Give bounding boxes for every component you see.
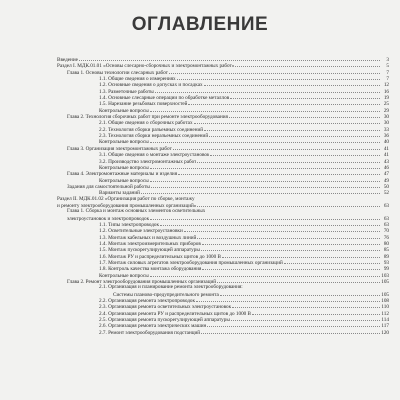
toc-leader-dots [206,208,380,212]
toc-entry-text: Контрольные вопросы [99,107,149,114]
toc-entry-page: 89 [383,253,389,260]
toc-leader-dots [210,151,380,156]
toc-entry-page: 43 [383,158,389,165]
toc-leader-dots [169,69,380,74]
toc-entry-text: 1.8. Контроль качества монтажа оборудования [99,266,202,273]
toc-leader-dots [194,119,380,124]
toc-entry-text: 1.2. Осветительные электроустановки [99,228,183,235]
toc-leader-dots [150,272,380,277]
toc-entry-page: 49 [383,177,389,184]
toc-entry-page: 7 [386,69,389,76]
toc-entry-page: 85 [383,247,389,254]
toc-leader-dots [197,202,380,207]
toc-entry-text: 1.4. Монтаж электроизмерительных приборов [99,240,201,247]
toc-entry-text: 2.5. Организация ремонта пускорегулирующей аппаратуры [99,317,230,324]
toc-entry-text: 1.3. Разметочные работы [99,88,154,95]
toc-entry-text: 3.1. Общие сведения о монтаже электроустановок [99,152,210,159]
toc-leader-dots [196,196,380,200]
toc-entry-text: 2.2. Организация ремонта электропроводок [99,298,196,305]
toc-entry-text: 1.2. Основные сведения о допусках и посадках [99,82,203,89]
toc-entry-page: 41 [383,145,389,152]
toc-entry-text: 1.5. Нарезание резьбовых поверхностей [99,101,188,108]
toc-entry [57,329,389,335]
toc-leader-dots [196,297,380,302]
toc-entry-page: 7 [386,76,389,83]
toc-entry-text: электроустановок и электропроводок [67,215,150,222]
page-title: ОГЛАВЛЕНИЕ [131,14,269,35]
toc-leader-dots [244,284,380,288]
toc-entry-page: 50 [383,183,389,190]
toc-entry-text: Контрольные вопросы [99,272,149,279]
toc-entry-page: 70 [383,228,389,235]
toc-entry-text: Глава 2. Ремонт электрооборудования промышленных организаций [67,279,217,286]
toc-leader-dots [184,227,380,232]
toc-entry-text: Контрольные вопросы [99,177,149,184]
toc-leader-dots [201,246,380,251]
toc-leader-dots [204,126,380,131]
toc-leader-dots [202,240,380,245]
toc-leader-dots [150,215,380,220]
toc-entry-text: Глава 1. Сборка и монтаж основных элементов осветительных [67,208,206,215]
toc-entry-text: 1.4. Основные слесарные операции по обработке металлов [99,95,230,102]
toc-entry-page: 5 [386,63,389,70]
toc-leader-dots [150,164,380,169]
toc-entry-page: 105 [381,279,389,286]
toc-entry-page: 16 [383,88,389,95]
toc-entry-text: Введение [57,57,78,63]
toc-entry-text: 2.2. Технология сборки разъемных соединений [99,126,204,133]
toc-leader-dots [229,113,380,118]
toc-entry-text: 1.6. Монтаж РУ и распределительных щитов до 1000 В [99,253,221,260]
toc-leader-dots [207,322,380,327]
toc-leader-dots [177,75,380,80]
toc-entry-page: 114 [381,317,389,324]
toc-entry-page: 41 [383,152,389,159]
toc-entry-text: Глава 3. Организация электромонтажных работ [67,145,172,152]
toc-entry-page: 99 [383,266,389,273]
toc-leader-dots [230,94,380,99]
toc-entry-page: 29 [383,107,389,114]
toc-leader-dots [204,81,380,86]
toc-entry-text: Глава 1. Основы технологии слесарных работ [67,69,168,76]
toc-entry-text: Глава 2. Технология сборочных работ при ремонте электрооборудования [67,114,228,121]
toc-leader-dots [201,329,380,334]
toc-entry-page: 63 [383,215,389,222]
toc-entry-text: 2.7. Ремонт электрооборудования подстанций [99,329,201,336]
toc-entry-page: 30 [383,120,389,127]
toc-entry-text: 1.1. Общие сведения о измерениях [99,76,176,83]
toc-entry-text: 1.7. Монтаж силовых агрегатов электрооборудования промышленных организаций [99,260,283,266]
toc-leader-dots [150,177,380,182]
table-of-contents [57,56,389,335]
toc-entry-text: 2.6. Организация ремонта электрических машин [99,323,207,330]
toc-entry-page: 19 [383,95,389,102]
toc-leader-dots [155,88,380,93]
toc-entry-text: 1.1. Типы электропроводок [99,221,160,228]
toc-leader-dots [151,183,380,188]
toc-leader-dots [220,291,380,296]
toc-entry-page: 108 [381,298,389,305]
toc-entry-page: 25 [383,101,389,108]
toc-leader-dots [160,221,380,226]
toc-entry-text: Задания для самостоятельной работы [67,183,150,190]
toc-entry-text: Контрольные вопросы [99,164,149,171]
toc-leader-dots [197,234,380,239]
toc-entry-page: 30 [383,114,389,121]
toc-entry-page: 3 [386,57,389,63]
toc-leader-dots [231,316,380,321]
toc-leader-dots [252,310,380,315]
toc-leader-dots [197,158,380,163]
toc-entry-text: Раздел II. МДК.01.02 «Организация работ по сборке, монтажу [57,195,195,202]
toc-entry-text: 3.2. Производство электромонтажных работ [99,158,197,165]
toc-entry-text: и ремонту электрооборудования промышленных организаций» [57,202,197,209]
toc-entry-text: Глава 4. Электромонтажные материалы и изделия [67,171,178,178]
toc-leader-dots [150,107,380,112]
toc-entry-page: 36 [383,133,389,140]
toc-entry-text: 2.3. Организация ремонта осветительных электроустановок [99,304,232,311]
toc-leader-dots [150,138,380,143]
toc-leader-dots [188,100,380,105]
toc-entry-page: 63 [383,221,389,228]
toc-entry-page: 63 [383,202,389,209]
toc-entry-page: 46 [383,164,389,171]
toc-entry-page: 52 [383,190,389,197]
toc-entry-page: 105 [381,291,389,298]
toc-leader-dots [173,145,380,150]
toc-entry-page: 12 [383,82,389,89]
toc-leader-dots [217,278,380,283]
toc-entry-page: 47 [383,171,389,178]
toc-entry-text: 2.1. Общие сведения о сборочных работах [99,120,193,127]
toc-entry-page: 40 [383,139,389,146]
toc-leader-dots [222,253,380,258]
toc-entry-page: 80 [383,240,389,247]
toc-entry-text: Раздел I. МДК.01.01 «Основы слесарно-сборочных и электромонтажных работ» [57,63,235,70]
toc-leader-dots [235,62,380,67]
toc-entry-text: Системы планово-предупредительного ремонта [113,291,219,298]
toc-leader-dots [79,56,380,61]
toc-leader-dots [232,303,380,308]
toc-entry-text: 1.5. Монтаж пускорегулирующей аппаратуры [99,247,200,254]
toc-entry-text: Контрольные вопросы [99,139,149,146]
toc-leader-dots [178,170,380,175]
toc-leader-dots [209,132,380,137]
toc-entry-page: 110 [381,304,389,311]
toc-entry-text: 2.3. Технология сборки неразъемных соединений [99,133,209,140]
toc-entry-text: 2.1. Организация и планирование ремонта электрооборудования: [99,284,243,291]
toc-leader-dots [202,265,380,270]
toc-entry-page: 33 [383,126,389,133]
toc-entry-page: 76 [383,234,389,241]
toc-entry-text: Варианты заданий [99,190,140,197]
toc-entry-text: 1.3. Монтаж кабельных и воздушных линий [99,234,197,241]
toc-entry-page: 112 [381,310,389,317]
toc-entry-text: 2.4. Организация ремонта РУ и распределительных щитов до 1000 В [99,310,252,317]
toc-leader-dots [284,259,380,264]
toc-leader-dots [141,189,380,194]
toc-entry-page: 103 [381,272,389,279]
title-band [0,0,400,46]
toc-entry-page: 117 [381,323,389,330]
toc-entry-page: 93 [383,260,389,266]
toc-entry-page: 120 [381,329,389,336]
